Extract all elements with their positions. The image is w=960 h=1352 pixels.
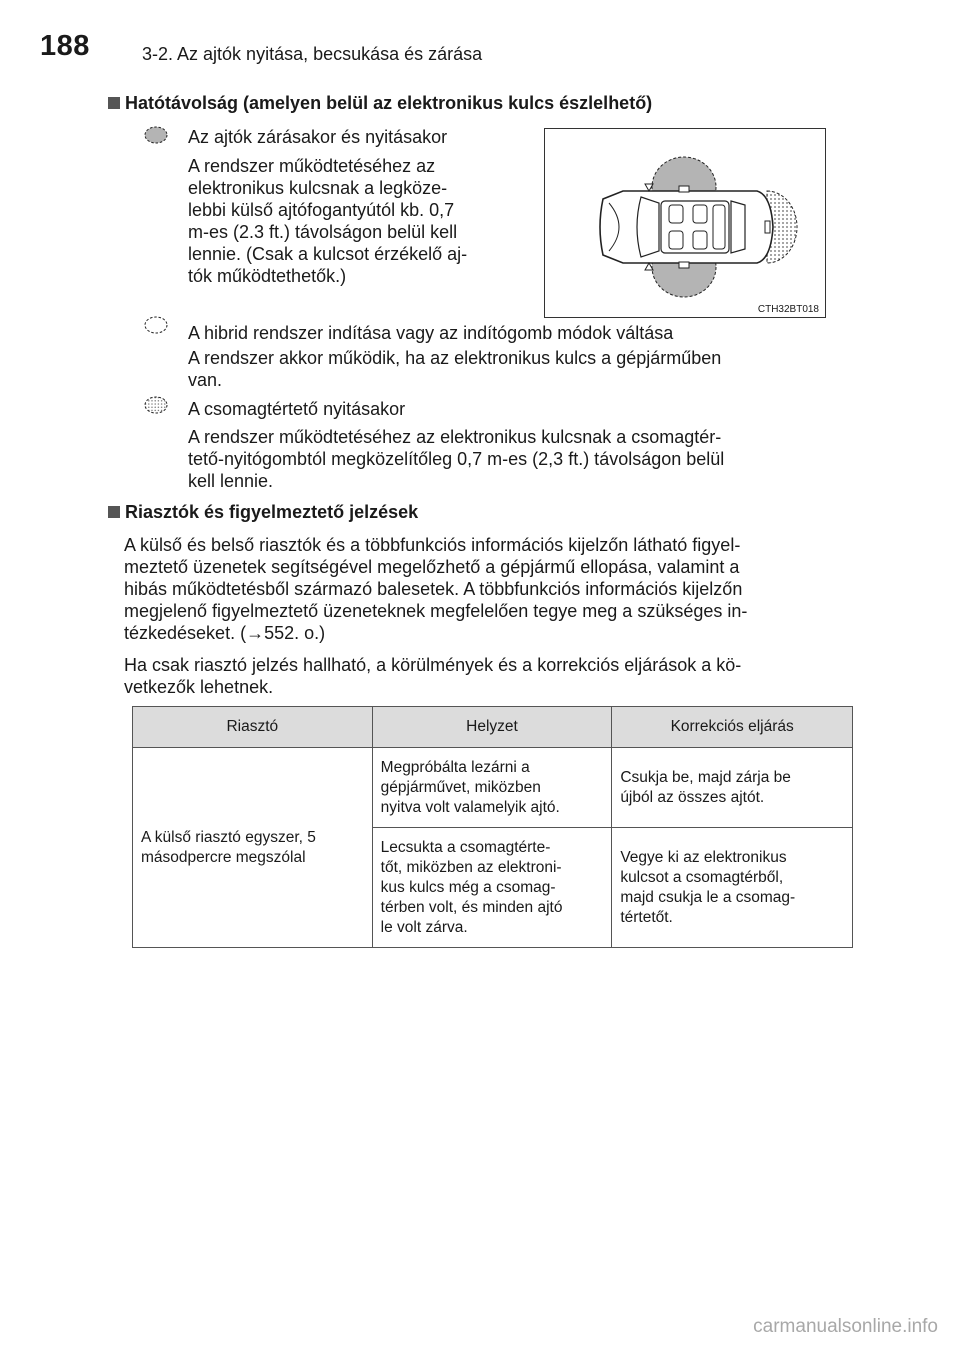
cell-line: majd csukja le a csomag- <box>620 888 796 906</box>
item1-line: elektronikus kulcsnak a legköze- <box>188 178 448 198</box>
item3-line: kell lennie. <box>188 471 274 491</box>
para-line: Ha csak riasztó jelzés hallható, a körülmények és a korrekciós eljárások a kö- <box>124 655 742 675</box>
para-line: A külső és belső riasztók és a többfunkciós információs kijelzőn látható figyel- <box>124 535 741 555</box>
cell-line: le volt zárva. <box>380 918 468 936</box>
section-heading-alarms <box>108 502 418 523</box>
para-line: meztető üzenetek segítségével megelőzhető a gépjármű ellopása, valamint a <box>124 557 740 577</box>
chapter-title: 3-2. Az ajtók nyitása, becsukása és zárása <box>142 44 483 64</box>
watermark[interactable]: carmanualsonline.info <box>753 1316 938 1337</box>
cell-line: kus kulcs még a csomag- <box>380 878 556 896</box>
item2-title: A hibrid rendszer indítása vagy az indítógomb módok váltása <box>188 323 674 343</box>
cell-line: másodpercre megszólal <box>141 848 306 866</box>
item1-body <box>188 155 517 287</box>
section-heading-text: Hatótávolság (amelyen belül az elektronikus kulcs észlelhető) <box>125 93 653 113</box>
alarm-table <box>132 706 853 948</box>
cell-line: újból az összes ajtót. <box>620 788 765 806</box>
table-row <box>133 748 853 828</box>
figure-code: CTH32BT018 <box>757 304 819 315</box>
para-line: vetkezők lehetnek. <box>124 677 274 697</box>
item1-line: tók működtethetők.) <box>188 266 347 286</box>
section-heading-range <box>108 93 652 114</box>
cell-line: Megpróbálta lezárni a <box>380 758 530 776</box>
item1-title: Az ajtók zárásakor és nyitásakor <box>188 127 448 147</box>
dotted-zone-icon <box>144 396 168 414</box>
column-header-situation: Helyzet <box>372 707 612 748</box>
correction-cell <box>612 748 853 828</box>
cell-line: térben volt, és minden ajtó <box>380 898 563 916</box>
column-header-correction: Korrekciós eljárás <box>612 707 853 748</box>
table-header-row <box>133 707 853 748</box>
item3-line: tető-nyitógombtól megközelítőleg 0,7 m-es (2,3 ft.) távolságon belül <box>188 449 725 469</box>
car-top-view-illustration <box>545 129 825 317</box>
white-zone-icon <box>144 316 168 334</box>
item1-line: m-es (2.3 ft.) távolságon belül kell <box>188 222 458 242</box>
item1-line: lennie. (Csak a kulcsot érzékelő aj- <box>188 244 468 264</box>
alarms-paragraph-2 <box>124 654 842 698</box>
item3-body <box>188 426 824 492</box>
section-heading-text: Riasztók és figyelmeztető jelzések <box>125 502 419 522</box>
square-bullet-icon <box>108 97 120 109</box>
item1-line: A rendszer működtetéséhez az <box>188 156 436 176</box>
alarm-cell <box>133 748 373 948</box>
item2-line: A rendszer akkor működik, ha az elektronikus kulcs a gépjárműben <box>188 348 722 368</box>
item2-body <box>188 347 824 391</box>
cell-line: Vegye ki az elektronikus <box>620 848 787 866</box>
situation-cell <box>372 748 612 828</box>
alarms-paragraph-1 <box>124 534 842 644</box>
cell-line: gépjárművet, miközben <box>380 778 541 796</box>
para-line: megjelenő figyelmeztető üzeneteknek megfelelően tegye meg a szükséges in- <box>124 601 748 621</box>
page-number: 188 <box>40 30 90 62</box>
cell-line: tőt, miközben az elektroni- <box>380 858 562 876</box>
para-line: tézkedéseket. (→552. o.) <box>124 623 326 643</box>
item1-line: lebbi külső ajtófogantyútól kb. 0,7 <box>188 200 455 220</box>
item3-line: A rendszer működtetéséhez az elektronikus kulcsnak a csomagtér- <box>188 427 722 447</box>
square-bullet-icon <box>108 506 120 518</box>
cell-line: Lecsukta a csomagtérte- <box>380 838 551 856</box>
cell-line: tértetőt. <box>620 908 673 926</box>
cell-line: A külső riasztó egyszer, 5 <box>141 828 316 846</box>
cell-line: kulcsot a csomagtérből, <box>620 868 784 886</box>
column-header-alarm: Riasztó <box>133 707 373 748</box>
para-line: hibás működtetésből származó balesetek. A többfunkciós információs kijelzőn <box>124 579 743 599</box>
item3-title: A csomagtértető nyitásakor <box>188 399 406 419</box>
item2-line: van. <box>188 370 223 390</box>
gray-zone-icon <box>144 126 168 144</box>
cell-line: Csukja be, majd zárja be <box>620 768 791 786</box>
detection-range-figure <box>544 128 826 318</box>
situation-cell <box>372 828 612 948</box>
correction-cell <box>612 828 853 948</box>
cell-line: nyitva volt valamelyik ajtó. <box>380 798 560 816</box>
